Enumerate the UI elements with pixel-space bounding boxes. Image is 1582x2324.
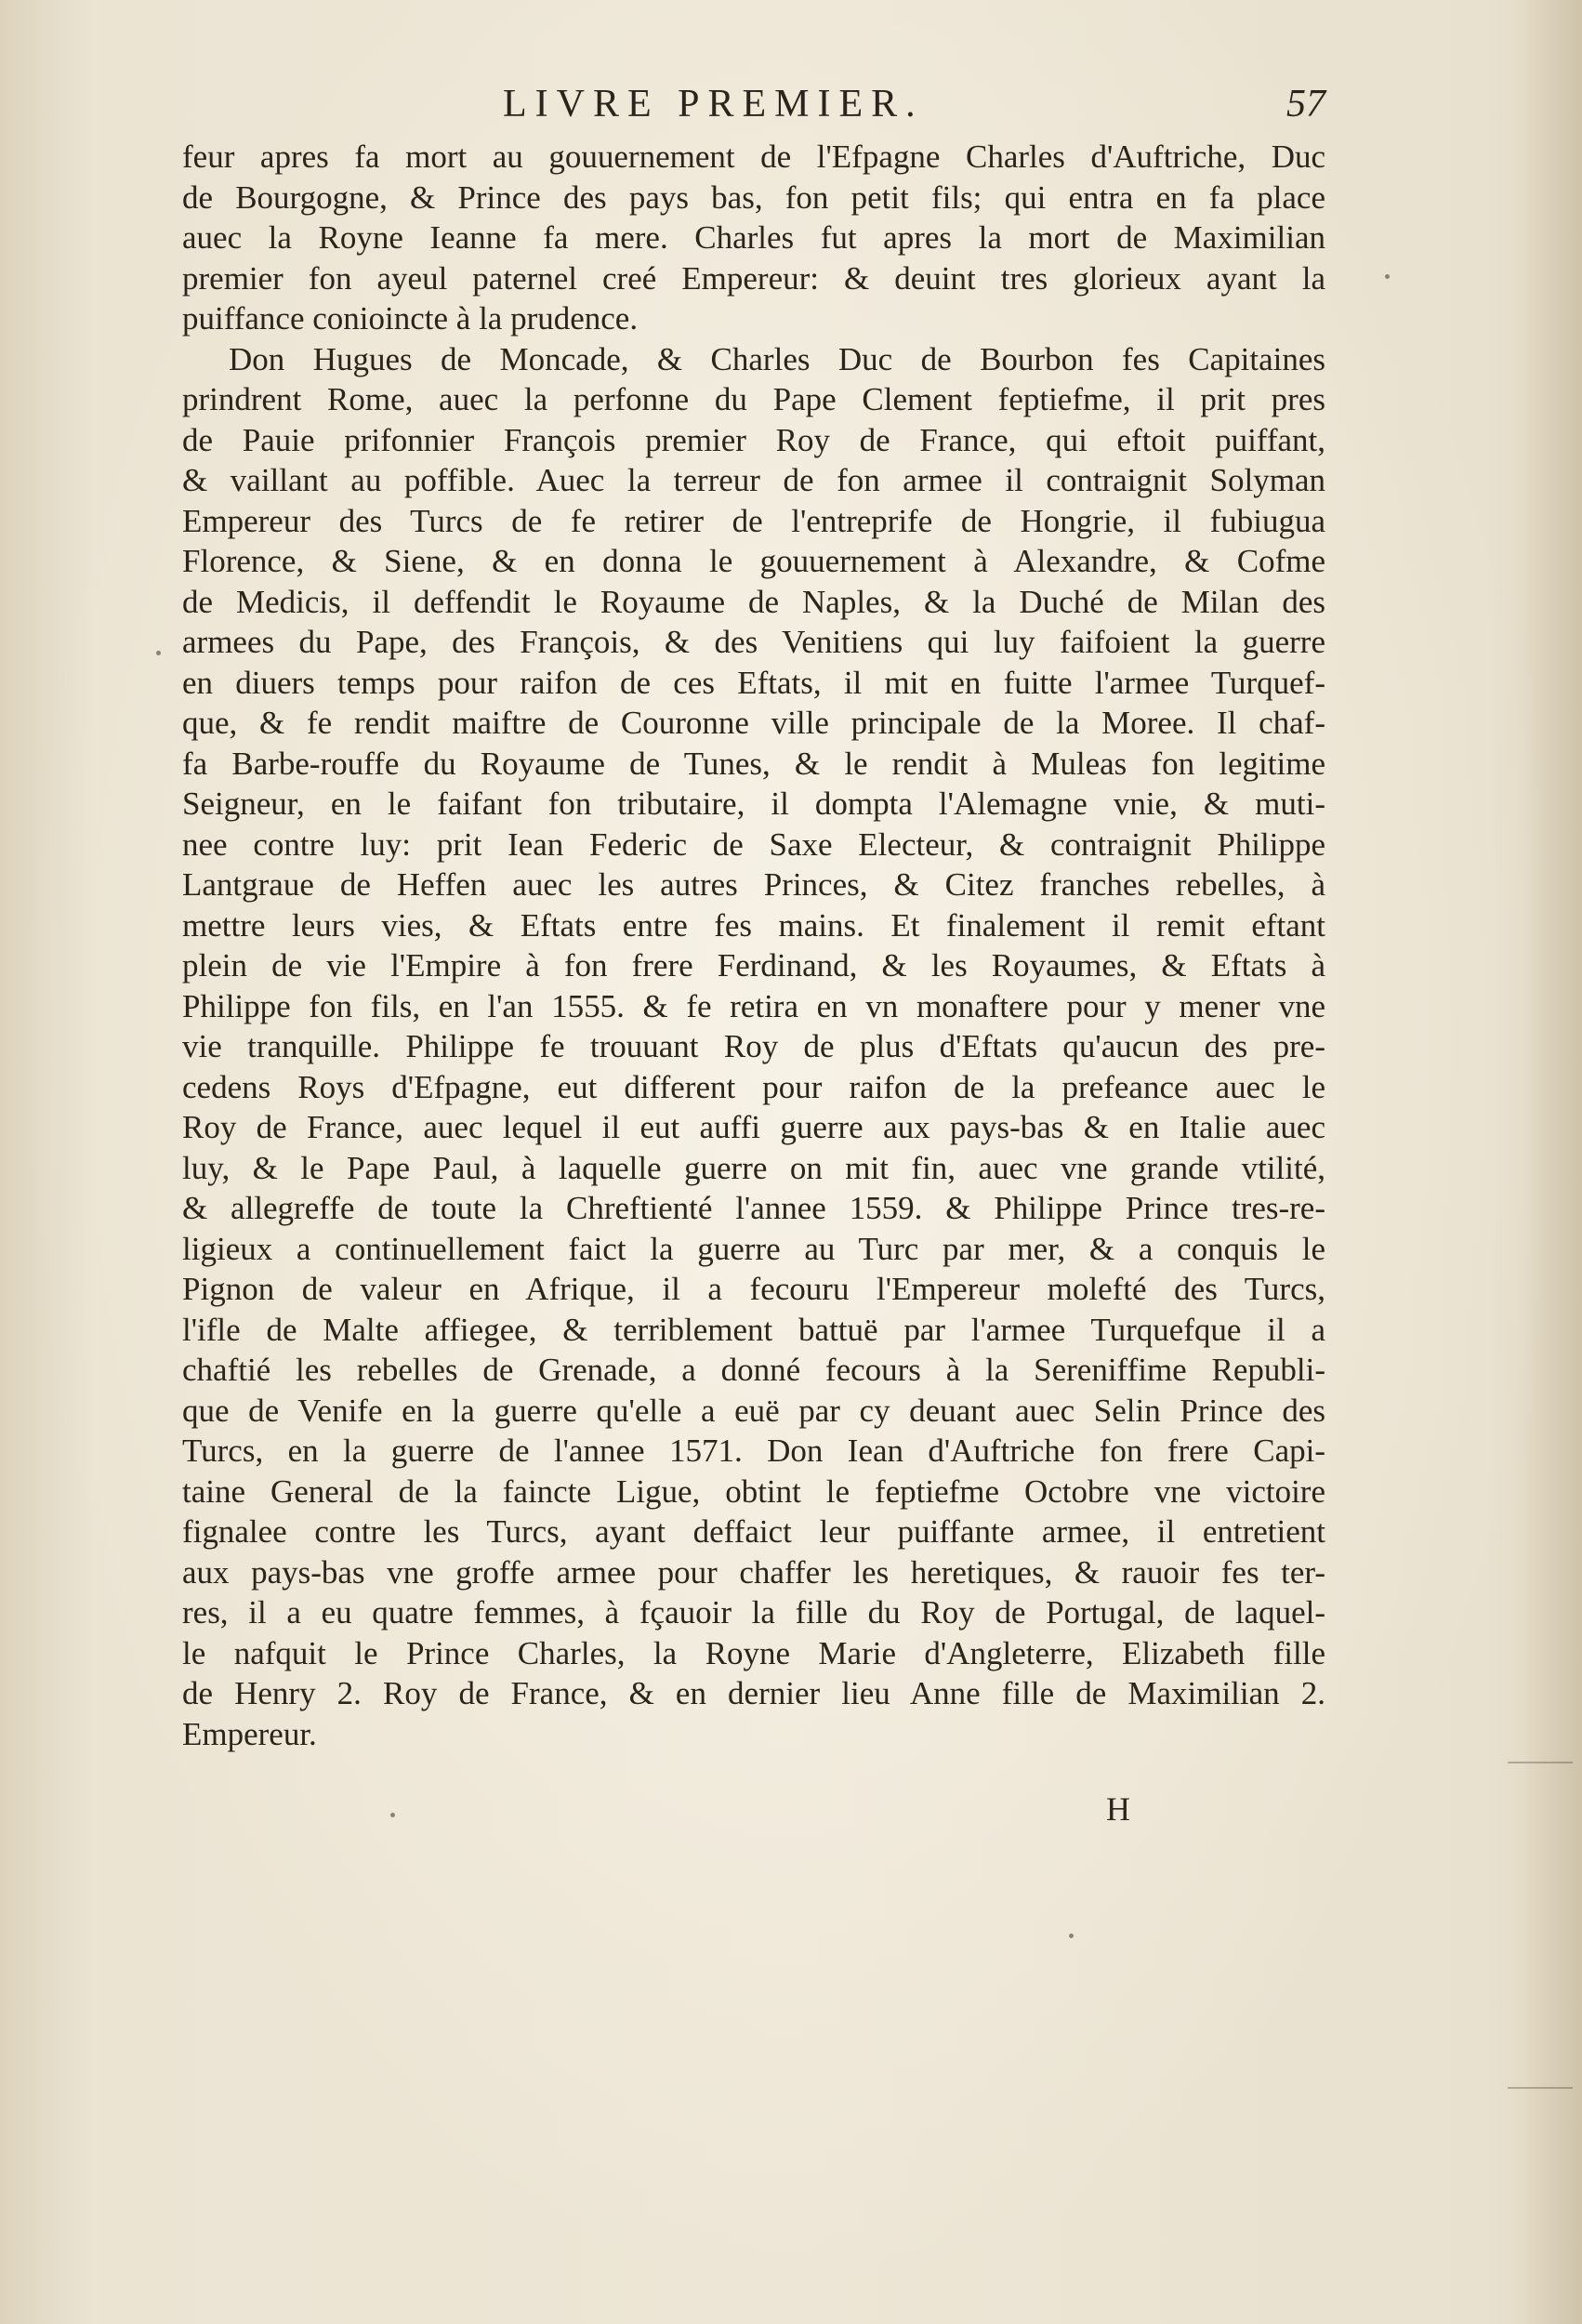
paragraph-2: [182, 339, 1325, 1755]
text-line: cedens Roys d'Efpagne, eut different pour raifon de la prefeance auec le: [182, 1068, 1325, 1105]
text-line: mettre leurs vies, & Eftats entre fes mains. Et finalement il remit eftant: [182, 906, 1325, 944]
text-line: vie tranquille. Philippe fe trouuant Roy de plus d'Eftats qu'aucun des pre-: [182, 1028, 1325, 1064]
text-line: Lantgraue de Heffen auec les autres Princes, & Citez franches rebelles, à: [182, 866, 1325, 903]
text-line: premier fon ayeul paternel creé Empereur: & deuint tres glorieux ayant la: [182, 259, 1325, 297]
text-line: ligieux a continuellement faict la guerre au Turc par mer, & a conquis le: [182, 1230, 1325, 1267]
text-line: que de Venife en la guerre qu'elle a euë par cy deuant auec Selin Prince des: [182, 1392, 1325, 1429]
text-line: Seigneur, en le faifant fon tributaire, il dompta l'Alemagne vnie, & muti-: [182, 786, 1325, 822]
text-line: auec la Royne Ieanne fa mere. Charles fut apres la mort de Maximilian: [182, 219, 1325, 256]
page-edge-mark: [1508, 2087, 1573, 2089]
text-line: de Bourgogne, & Prince des pays bas, fon petit fils; qui entra en fa place: [182, 178, 1325, 216]
text-line: que, & fe rendit maiftre de Couronne ville principale de la Moree. Il chaf-: [182, 705, 1325, 741]
text-line: & allegreffe de toute la Chreftienté l'annee 1559. & Philippe Prince tres-re-: [182, 1190, 1325, 1226]
text-line: en diuers temps pour raifon de ces Eftats, il mit en fuitte l'armee Turquef-: [182, 664, 1325, 701]
text-line: armees du Pape, des François, & des Venitiens qui luy faifoient la guerre: [182, 624, 1325, 660]
page-header: [182, 82, 1344, 139]
signature-mark: H: [1106, 1790, 1130, 1828]
text-line: aux pays-bas vne groffe armee pour chaffer les heretiques, & rauoir fes ter-: [182, 1553, 1325, 1591]
text-line: chaftié les rebelles de Grenade, a donné fecours à la Sereniffime Republi-: [182, 1352, 1325, 1388]
text-line: l'ifle de Malte affiegee, & terriblement battuë par l'armee Turquefque il a: [182, 1311, 1325, 1348]
ink-speck: [1385, 274, 1390, 279]
text-line: Pignon de valeur en Afrique, il a fecouru l'Empereur molefté des Turcs,: [182, 1271, 1325, 1307]
ink-speck: [390, 1813, 395, 1817]
text-line: plein de vie l'Empire à fon frere Ferdinand, & les Royaumes, & Eftats à: [182, 947, 1325, 984]
running-title: LIVRE PREMIER.: [503, 83, 924, 125]
text-line: Empereur.: [182, 1715, 317, 1752]
ink-speck: [156, 651, 161, 655]
text-line: Philippe fon fils, en l'an 1555. & fe retira en vn monaftere pour y mener vne: [182, 987, 1325, 1024]
ink-speck: [1069, 1934, 1074, 1938]
page-gutter-shadow: [1524, 0, 1582, 2324]
page-edge-mark: [1508, 1762, 1573, 1763]
text-line: Don Hugues de Moncade, & Charles Duc de Bourbon fes Capitaines: [229, 340, 1325, 377]
text-line: Empereur des Turcs de fe retirer de l'entreprife de Hongrie, il fubiugua: [182, 502, 1325, 539]
text-line: fa Barbe-rouffe du Royaume de Tunes, & le rendit à Muleas fon legitime: [182, 745, 1325, 782]
text-line: & vaillant au poffible. Auec la terreur de fon armee il contraignit Solyman: [182, 462, 1325, 498]
text-line: de Medicis, il deffendit le Royaume de Naples, & la Duché de Milan des: [182, 583, 1325, 620]
body-text: [182, 137, 1325, 1791]
text-line: de Henry 2. Roy de France, & en dernier lieu Anne fille de Maximilian 2.: [182, 1675, 1325, 1711]
text-line: res, il a eu quatre femmes, à fçauoir la fille du Roy de Portugal, de laquel-: [182, 1594, 1325, 1631]
text-line: Roy de France, auec lequel il eut auffi guerre aux pays-bas & en Italie auec: [182, 1109, 1325, 1145]
text-line: de Pauie prifonnier François premier Roy de France, qui eftoit puiffant,: [182, 421, 1325, 458]
text-line: feur apres fa mort au gouuernement de l'Efpagne Charles d'Auftriche, Duc: [182, 139, 1325, 175]
text-line: Turcs, en la guerre de l'annee 1571. Don Iean d'Auftriche fon frere Capi-: [182, 1433, 1325, 1469]
text-line: nee contre luy: prit Iean Federic de Saxe Electeur, & contraignit Philippe: [182, 825, 1325, 863]
text-line: le nafquit le Prince Charles, la Royne Marie d'Angleterre, Elizabeth fille: [182, 1634, 1325, 1671]
text-line: luy, & le Pape Paul, à laquelle guerre on mit fin, auec vne grande vtilité,: [182, 1149, 1325, 1186]
paragraph-1: [182, 137, 1325, 339]
page-number: 57: [1286, 83, 1325, 125]
text-line: fignalee contre les Turcs, ayant deffaict leur puiffante armee, il entretient: [182, 1513, 1325, 1550]
text-line: prindrent Rome, auec la perfonne du Pape Clement feptiefme, il prit pres: [182, 381, 1325, 417]
text-line: puiffance conioincte à la prudence.: [182, 300, 639, 337]
text-line: taine General de la faincte Ligue, obtint le feptiefme Octobre vne victoire: [182, 1472, 1325, 1510]
text-line: Florence, & Siene, & en donna le gouuernement à Alexandre, & Cofme: [182, 543, 1325, 579]
